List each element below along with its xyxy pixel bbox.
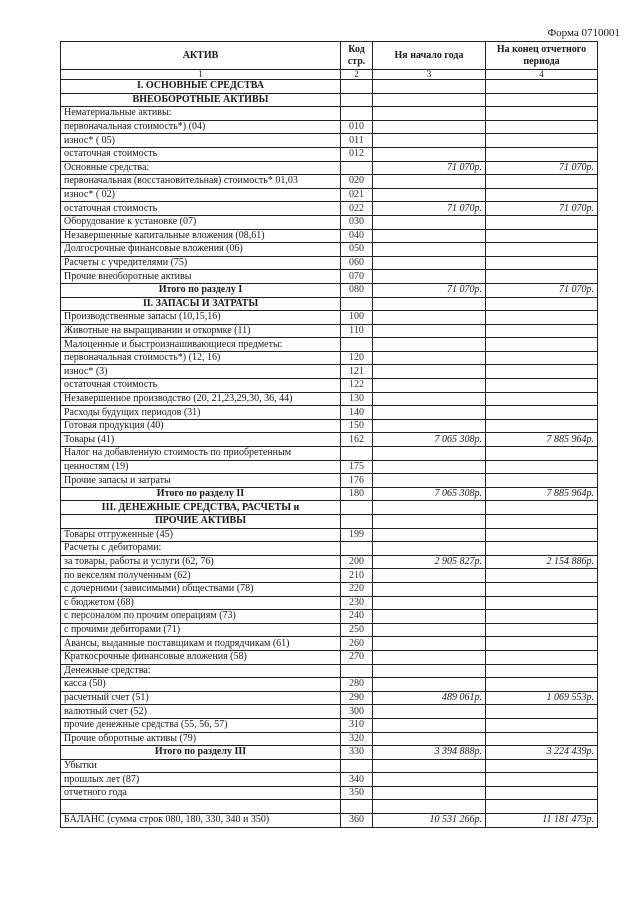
table-row — [61, 637, 598, 651]
row-start-value — [373, 351, 486, 365]
row-label: за товары, работы и услуги (62, 76) — [61, 555, 341, 569]
row-code — [341, 161, 373, 175]
row-code: 020 — [341, 175, 373, 189]
row-label: прошлых лет (87) — [61, 773, 341, 787]
header-end: На конец отчетного периода — [486, 42, 598, 70]
row-label: Налог на добавленную стоимость по приобретенным — [61, 447, 341, 461]
row-start-value — [373, 515, 486, 529]
row-start-value — [373, 800, 486, 814]
table-row — [61, 297, 598, 311]
row-start-value — [373, 379, 486, 393]
table-row — [61, 718, 598, 732]
row-code: 140 — [341, 406, 373, 420]
row-start-value — [373, 678, 486, 692]
row-label: валютный счет (52) — [61, 705, 341, 719]
row-code: 350 — [341, 786, 373, 800]
row-code — [341, 515, 373, 529]
col-number: 4 — [486, 70, 598, 80]
row-code: 100 — [341, 311, 373, 325]
table-row — [61, 800, 598, 814]
row-end-value — [486, 664, 598, 678]
row-start-value — [373, 311, 486, 325]
row-start-value — [373, 406, 486, 420]
row-label: Животные на выращивании и откормке (11) — [61, 324, 341, 338]
table-row — [61, 147, 598, 161]
row-label: Итого по разделу III — [61, 746, 341, 760]
row-end-value — [486, 542, 598, 556]
header-row — [61, 42, 598, 70]
table-row — [61, 338, 598, 352]
table-row — [61, 93, 598, 107]
row-code — [341, 93, 373, 107]
row-end-value — [486, 270, 598, 284]
row-end-value — [486, 800, 598, 814]
table-row — [61, 474, 598, 488]
table-row — [61, 215, 598, 229]
row-end-value — [486, 718, 598, 732]
row-code: 110 — [341, 324, 373, 338]
row-label: Незавершенное производство (20, 21,23,29,30, 36, 44) — [61, 392, 341, 406]
row-code: 180 — [341, 487, 373, 501]
row-code: 200 — [341, 555, 373, 569]
table-row — [61, 773, 598, 787]
col-number: 2 — [341, 70, 373, 80]
table-row — [61, 134, 598, 148]
row-code: 030 — [341, 215, 373, 229]
row-start-value — [373, 596, 486, 610]
row-label: Товары (41) — [61, 433, 341, 447]
row-end-value — [486, 351, 598, 365]
table-row — [61, 202, 598, 216]
row-code: 175 — [341, 460, 373, 474]
row-start-value — [373, 786, 486, 800]
table-row — [61, 650, 598, 664]
row-label: Основные средства: — [61, 161, 341, 175]
row-start-value — [373, 134, 486, 148]
table-row — [61, 324, 598, 338]
row-start-value — [373, 718, 486, 732]
row-code: 021 — [341, 188, 373, 202]
row-label: Прочие внеоборотные активы — [61, 270, 341, 284]
row-label: Малоценные и быстроизнашивающиеся предметы: — [61, 338, 341, 352]
row-label: износ* ( 05) — [61, 134, 341, 148]
row-start-value — [373, 637, 486, 651]
row-end-value — [486, 324, 598, 338]
row-code: 290 — [341, 691, 373, 705]
table-row — [61, 188, 598, 202]
row-label: первоначальная (восстановительная) стоимость* 01,03 — [61, 175, 341, 189]
table-row — [61, 705, 598, 719]
row-start-value: 71 070р. — [373, 202, 486, 216]
row-label: по векселям полученным (62) — [61, 569, 341, 583]
table-row — [61, 243, 598, 257]
row-label: ценностям (19) — [61, 460, 341, 474]
row-start-value — [373, 460, 486, 474]
table-row — [61, 501, 598, 515]
row-code: 130 — [341, 392, 373, 406]
row-start-value — [373, 147, 486, 161]
row-label: с персоналом по прочим операциям (73) — [61, 610, 341, 624]
row-label: с бюджетом (68) — [61, 596, 341, 610]
row-start-value — [373, 732, 486, 746]
row-label: ВНЕОБОРОТНЫЕ АКТИВЫ — [61, 93, 341, 107]
row-label: Убытки — [61, 759, 341, 773]
row-label: III. ДЕНЕЖНЫЕ СРЕДСТВА, РАСЧЕТЫ и — [61, 501, 341, 515]
row-label: с дочерними (зависимыми) обществами (78) — [61, 582, 341, 596]
row-code: 260 — [341, 637, 373, 651]
row-start-value: 7 065 308р. — [373, 433, 486, 447]
row-code — [341, 501, 373, 515]
row-start-value — [373, 120, 486, 134]
row-code: 120 — [341, 351, 373, 365]
row-code: 330 — [341, 746, 373, 760]
table-row — [61, 80, 598, 94]
row-label: I. ОСНОВНЫЕ СРЕДСТВА — [61, 80, 341, 94]
row-end-value — [486, 107, 598, 121]
row-end-value — [486, 569, 598, 583]
row-label: первоначальная стоимость*) (04) — [61, 120, 341, 134]
row-end-value — [486, 243, 598, 257]
row-label: Итого по разделу II — [61, 487, 341, 501]
row-start-value — [373, 392, 486, 406]
row-end-value — [486, 406, 598, 420]
row-end-value — [486, 705, 598, 719]
row-end-value — [486, 515, 598, 529]
row-end-value — [486, 759, 598, 773]
row-code: 320 — [341, 732, 373, 746]
row-start-value — [373, 188, 486, 202]
row-end-value: 3 224 439р. — [486, 746, 598, 760]
row-end-value — [486, 637, 598, 651]
table-row — [61, 107, 598, 121]
table-row — [61, 256, 598, 270]
row-code: 340 — [341, 773, 373, 787]
table-row — [61, 311, 598, 325]
table-row — [61, 487, 598, 501]
row-code: 010 — [341, 120, 373, 134]
row-start-value — [373, 365, 486, 379]
row-code — [341, 800, 373, 814]
table-row — [61, 678, 598, 692]
table-row — [61, 555, 598, 569]
row-start-value — [373, 542, 486, 556]
table-row — [61, 365, 598, 379]
row-code: 300 — [341, 705, 373, 719]
row-label: износ* ( 02) — [61, 188, 341, 202]
row-start-value — [373, 610, 486, 624]
row-code: 199 — [341, 528, 373, 542]
row-start-value — [373, 623, 486, 637]
row-end-value — [486, 419, 598, 433]
row-label: износ* (3) — [61, 365, 341, 379]
row-start-value: 2 905 827р. — [373, 555, 486, 569]
row-start-value — [373, 419, 486, 433]
table-row — [61, 596, 598, 610]
row-code — [341, 107, 373, 121]
table-row — [61, 814, 598, 828]
row-start-value: 3 394 888р. — [373, 746, 486, 760]
row-start-value — [373, 270, 486, 284]
row-start-value — [373, 256, 486, 270]
row-start-value — [373, 324, 486, 338]
row-label: Расчеты с дебиторами: — [61, 542, 341, 556]
table-row — [61, 392, 598, 406]
table-row — [61, 746, 598, 760]
row-label: Готовая продукция (40) — [61, 419, 341, 433]
header-aktiv: АКТИВ — [61, 42, 341, 70]
row-code: 250 — [341, 623, 373, 637]
table-row — [61, 120, 598, 134]
row-end-value — [486, 297, 598, 311]
table-row — [61, 283, 598, 297]
row-end-value — [486, 338, 598, 352]
table-row — [61, 175, 598, 189]
row-label: Нематериальные активы: — [61, 107, 341, 121]
row-label: прочие денежные средства (55, 56, 57) — [61, 718, 341, 732]
row-end-value — [486, 229, 598, 243]
row-label: Товары отгруженные (45) — [61, 528, 341, 542]
row-code: 070 — [341, 270, 373, 284]
row-start-value — [373, 338, 486, 352]
row-code: 122 — [341, 379, 373, 393]
table-row — [61, 759, 598, 773]
table-row — [61, 569, 598, 583]
balance-table — [60, 41, 598, 828]
row-code: 012 — [341, 147, 373, 161]
row-end-value — [486, 175, 598, 189]
row-code — [341, 447, 373, 461]
row-start-value: 10 531 266р. — [373, 814, 486, 828]
row-label: первоначальная стоимость*) (12, 16) — [61, 351, 341, 365]
row-end-value — [486, 528, 598, 542]
row-start-value — [373, 243, 486, 257]
row-code: 360 — [341, 814, 373, 828]
row-end-value — [486, 120, 598, 134]
row-label: II. ЗАПАСЫ И ЗАТРАТЫ — [61, 297, 341, 311]
row-start-value — [373, 664, 486, 678]
row-start-value: 7 065 308р. — [373, 487, 486, 501]
row-start-value: 489 061р. — [373, 691, 486, 705]
row-end-value — [486, 311, 598, 325]
row-label: Расчеты с учредителями (75) — [61, 256, 341, 270]
table-row — [61, 582, 598, 596]
balance-rows — [61, 80, 598, 828]
row-label: Незавершенные капитальные вложения (08,61) — [61, 229, 341, 243]
row-start-value: 71 070р. — [373, 161, 486, 175]
form-code: Форма 0710001 — [547, 27, 620, 39]
row-code: 240 — [341, 610, 373, 624]
row-end-value — [486, 215, 598, 229]
row-end-value — [486, 447, 598, 461]
row-start-value — [373, 215, 486, 229]
row-end-value: 11 181 473р. — [486, 814, 598, 828]
row-label: Производственные запасы (10,15,16) — [61, 311, 341, 325]
col-number: 1 — [61, 70, 341, 80]
row-start-value — [373, 759, 486, 773]
row-label: Авансы, выданные поставщикам и подрядчикам (61) — [61, 637, 341, 651]
row-end-value: 71 070р. — [486, 161, 598, 175]
row-end-value — [486, 379, 598, 393]
row-start-value — [373, 447, 486, 461]
row-end-value — [486, 365, 598, 379]
row-end-value — [486, 678, 598, 692]
row-end-value — [486, 732, 598, 746]
row-code — [341, 759, 373, 773]
table-row — [61, 515, 598, 529]
row-end-value — [486, 80, 598, 94]
row-start-value — [373, 582, 486, 596]
row-start-value — [373, 773, 486, 787]
row-label: Итого по разделу I — [61, 283, 341, 297]
header-code: Код стр. — [341, 42, 373, 70]
row-label: Прочие запасы и затраты — [61, 474, 341, 488]
row-start-value — [373, 705, 486, 719]
table-row — [61, 664, 598, 678]
table-row — [61, 161, 598, 175]
row-label: ПРОЧИЕ АКТИВЫ — [61, 515, 341, 529]
column-numbers-row — [61, 70, 598, 80]
row-start-value — [373, 501, 486, 515]
row-end-value — [486, 134, 598, 148]
row-end-value — [486, 501, 598, 515]
row-end-value: 71 070р. — [486, 202, 598, 216]
row-end-value — [486, 610, 598, 624]
row-end-value — [486, 392, 598, 406]
row-code: 220 — [341, 582, 373, 596]
table-row — [61, 542, 598, 556]
row-end-value — [486, 474, 598, 488]
row-label: с прочими дебиторами (71) — [61, 623, 341, 637]
row-code: 162 — [341, 433, 373, 447]
row-end-value: 71 070р. — [486, 283, 598, 297]
row-code: 280 — [341, 678, 373, 692]
row-label: остаточная стоимость — [61, 202, 341, 216]
row-end-value — [486, 256, 598, 270]
row-code: 060 — [341, 256, 373, 270]
table-row — [61, 270, 598, 284]
col-number: 3 — [373, 70, 486, 80]
row-code: 080 — [341, 283, 373, 297]
row-label: Долгосрочные финансовые вложения (06) — [61, 243, 341, 257]
table-row — [61, 419, 598, 433]
row-end-value — [486, 582, 598, 596]
table-row — [61, 732, 598, 746]
row-start-value — [373, 229, 486, 243]
row-code — [341, 338, 373, 352]
row-code: 230 — [341, 596, 373, 610]
row-end-value — [486, 786, 598, 800]
row-code: 040 — [341, 229, 373, 243]
row-code — [341, 297, 373, 311]
row-start-value — [373, 107, 486, 121]
row-code: 150 — [341, 419, 373, 433]
row-end-value — [486, 188, 598, 202]
row-code — [341, 80, 373, 94]
table-row — [61, 447, 598, 461]
row-end-value: 7 885 964р. — [486, 487, 598, 501]
row-start-value — [373, 93, 486, 107]
row-end-value: 2 154 886р. — [486, 555, 598, 569]
row-start-value: 71 070р. — [373, 283, 486, 297]
row-end-value — [486, 596, 598, 610]
row-code: 022 — [341, 202, 373, 216]
table-row — [61, 229, 598, 243]
row-label: остаточная стоимость — [61, 147, 341, 161]
row-label: Денежные средства: — [61, 664, 341, 678]
row-label: Краткосрочные финансовые вложения (58) — [61, 650, 341, 664]
table-row — [61, 610, 598, 624]
row-start-value — [373, 528, 486, 542]
row-code: 310 — [341, 718, 373, 732]
row-end-value — [486, 773, 598, 787]
row-start-value — [373, 569, 486, 583]
row-code: 050 — [341, 243, 373, 257]
row-code: 210 — [341, 569, 373, 583]
row-end-value — [486, 650, 598, 664]
row-code: 121 — [341, 365, 373, 379]
row-end-value — [486, 623, 598, 637]
row-end-value — [486, 147, 598, 161]
row-code — [341, 542, 373, 556]
row-end-value — [486, 460, 598, 474]
row-code — [341, 664, 373, 678]
row-label: Расходы будущих периодов (31) — [61, 406, 341, 420]
row-label: Оборудование к установке (07) — [61, 215, 341, 229]
table-row — [61, 433, 598, 447]
row-label: расчетный счет (51) — [61, 691, 341, 705]
header-start: Ня начало года — [373, 42, 486, 70]
table-row — [61, 786, 598, 800]
row-end-value: 7 885 964р. — [486, 433, 598, 447]
row-code: 270 — [341, 650, 373, 664]
row-start-value — [373, 80, 486, 94]
row-label: касса (50) — [61, 678, 341, 692]
row-start-value — [373, 297, 486, 311]
row-label: отчетного года — [61, 786, 341, 800]
row-end-value — [486, 93, 598, 107]
table-row — [61, 379, 598, 393]
row-start-value — [373, 474, 486, 488]
row-label: Прочие оборотные активы (79) — [61, 732, 341, 746]
row-label: остаточная стоимость — [61, 379, 341, 393]
table-row — [61, 406, 598, 420]
table-row — [61, 691, 598, 705]
row-label — [61, 800, 341, 814]
row-start-value — [373, 650, 486, 664]
table-row — [61, 351, 598, 365]
table-row — [61, 528, 598, 542]
table-row — [61, 623, 598, 637]
table-row — [61, 460, 598, 474]
row-start-value — [373, 175, 486, 189]
row-code: 011 — [341, 134, 373, 148]
row-end-value: 1 069 553р. — [486, 691, 598, 705]
row-code: 176 — [341, 474, 373, 488]
row-label: БАЛАНС (сумма строк 080, 180, 330, 340 и 350) — [61, 814, 341, 828]
